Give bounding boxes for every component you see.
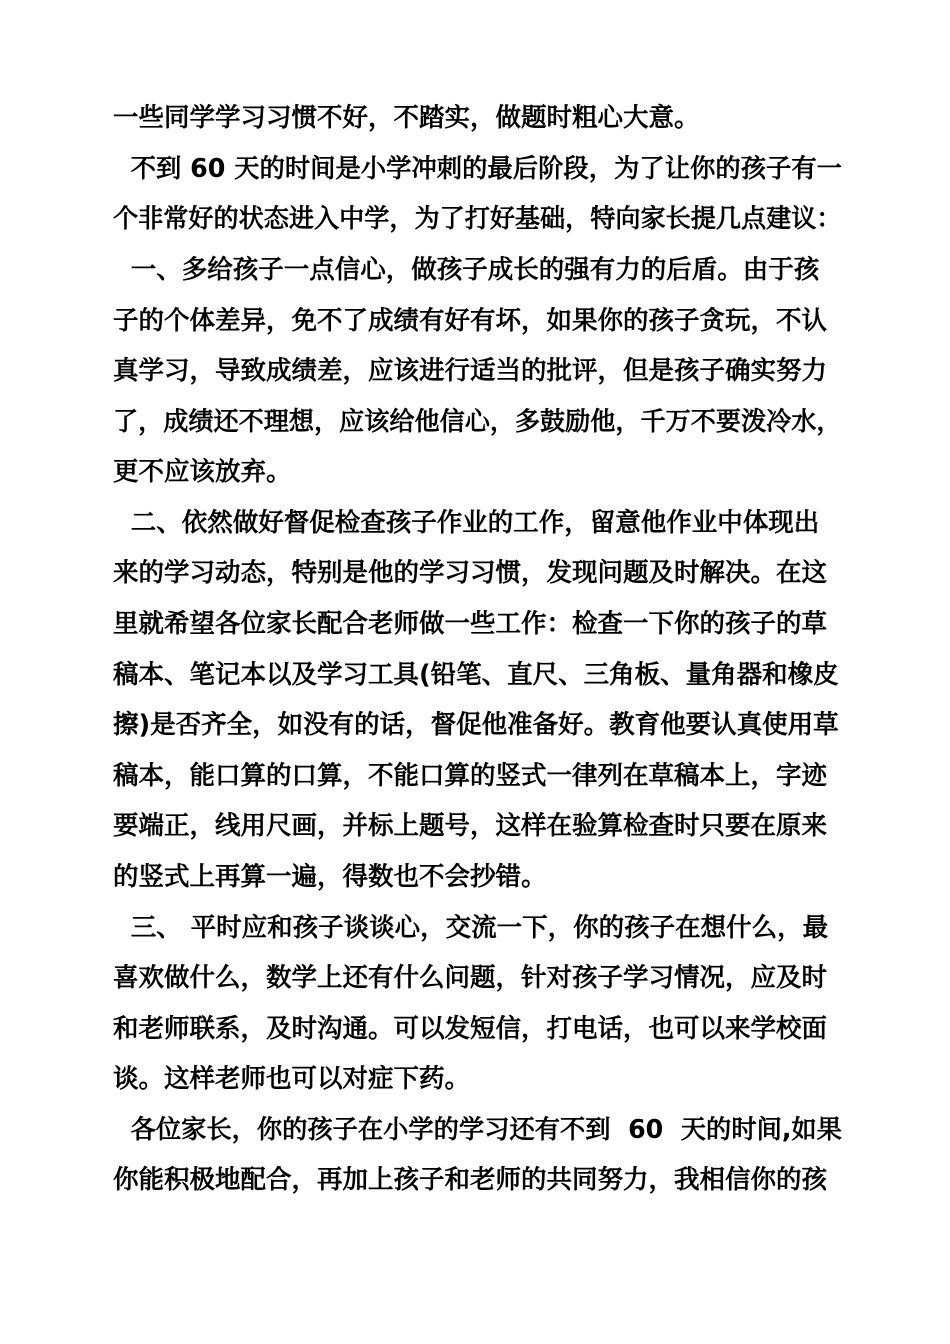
text-line: 里就希望各位家长配合老师做一些工作：检查一下你的孩子的草 bbox=[113, 609, 828, 639]
text-line: 不到 60 天的时间是小学冲刺的最后阶段，为了让你的孩子有一 bbox=[113, 154, 842, 184]
text-line: 和老师联系，及时沟通。可以发短信，打电话，也可以来学校面 bbox=[113, 1014, 828, 1044]
text-line: 各位家长，你的孩子在小学的学习还有不到 60 天的时间,如果 bbox=[113, 1115, 842, 1145]
text-line: 的竖式上再算一遍，得数也不会抄错。 bbox=[113, 862, 547, 892]
text-line: 一、多给孩子一点信心，做孩子成长的强有力的后盾。由于孩 bbox=[113, 255, 820, 285]
text-line: 子的个体差异，免不了成绩有好有坏，如果你的孩子贪玩，不认 bbox=[113, 306, 828, 336]
text-line: 三、 平时应和孩子谈谈心，交流一下，你的孩子在想什么，最 bbox=[113, 913, 829, 943]
text-line: 个非常好的状态进入中学，为了打好基础，特向家长提几点建议： bbox=[113, 204, 842, 234]
text-line: 稿本、笔记本以及学习工具(铅笔、直尺、三角板、量角器和橡皮 bbox=[113, 660, 839, 690]
text-line: 要端正，线用尺画，并标上题号，这样在验算检查时只要在原来 bbox=[113, 811, 828, 841]
text-line: 一些同学学习习惯不好，不踏实，做题时粗心大意。 bbox=[113, 103, 700, 133]
text-line: 来的学习动态，特别是他的学习习惯，发现问题及时解决。在这 bbox=[113, 558, 828, 588]
text-line: 稿本，能口算的口算，不能口算的竖式一律列在草稿本上，字迹 bbox=[113, 761, 828, 791]
text-line: 你能积极地配合，再加上孩子和老师的共同努力，我相信你的孩 bbox=[113, 1165, 828, 1195]
text-line: 了，成绩还不理想，应该给他信心，多鼓励他，千万不要泼冷水， bbox=[113, 407, 842, 437]
text-line: 喜欢做什么，数学上还有什么问题，针对孩子学习情况，应及时 bbox=[113, 963, 828, 993]
text-line: 真学习，导致成绩差，应该进行适当的批评，但是孩子确实努力 bbox=[113, 356, 828, 386]
text-line: 更不应该放弃。 bbox=[113, 457, 292, 487]
text-line: 二、依然做好督促检查孩子作业的工作，留意他作业中体现出 bbox=[113, 508, 820, 538]
text-line: 擦)是否齐全，如没有的话，督促他准备好。教育他要认真使用草 bbox=[113, 710, 839, 740]
text-line: 谈。这样老师也可以对症下药。 bbox=[113, 1064, 471, 1094]
